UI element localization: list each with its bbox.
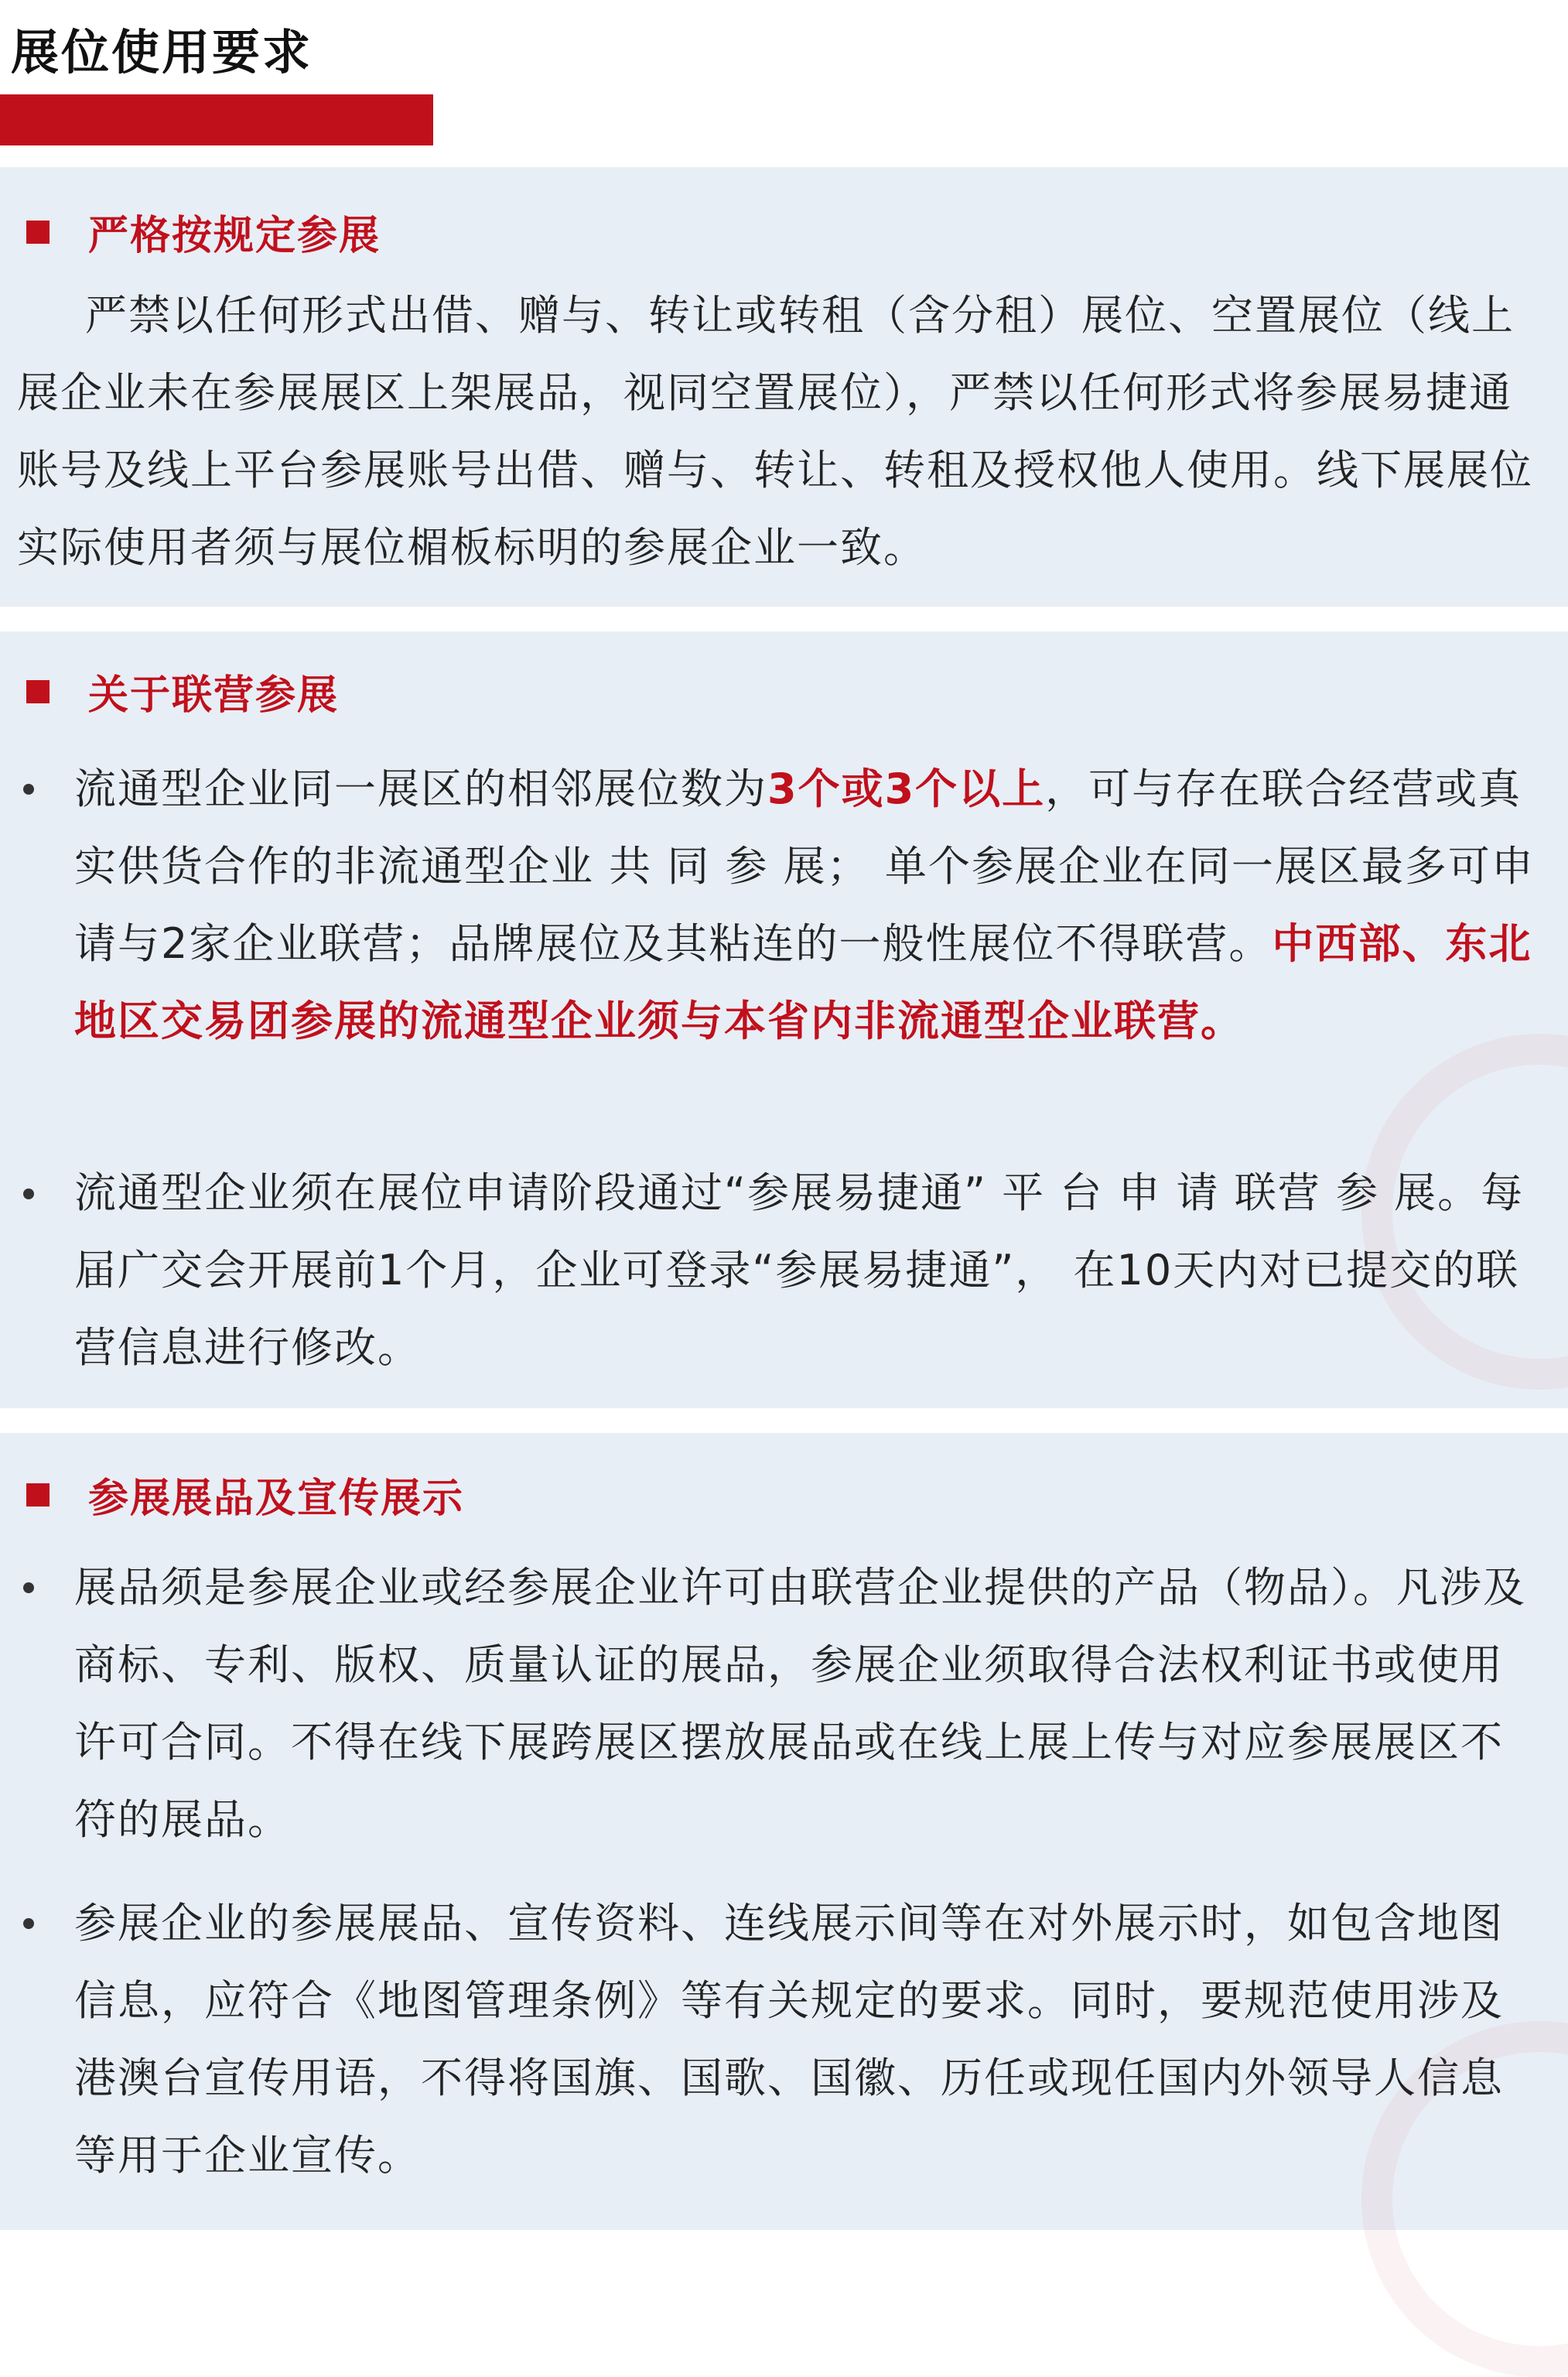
bullet-text-part: 流通型企业同一展区的相邻展位数为 <box>74 764 767 813</box>
section-heading-label: 参展展品及宣传展示 <box>88 1476 465 1522</box>
page-title: 展位使用要求 <box>11 24 313 80</box>
bullet-dot-icon <box>23 1582 34 1593</box>
section-paragraph: 严禁以任何形式出借、赠与、转让或转租（含分租）展位、空置展位（线上展企业未在参展展区上架展品，视同空置展位），严禁以任何形式将参展易捷通账号及线上平台参展账号出借、赠与、转让、转租及授权他人使用。线下展展位实际使用者须与展位楣板标明的参展企业一致。 <box>17 291 1533 572</box>
square-bullet-icon <box>26 221 50 244</box>
highlight-text: 3个或3个以上 <box>767 764 1046 813</box>
section-strict-rules <box>0 167 1568 607</box>
square-bullet-icon <box>26 680 50 703</box>
bullet-text <box>74 751 1544 1060</box>
bullet-dot-icon <box>23 1188 34 1199</box>
bullet-text-part: ，可与存在联合经营或真实供货合作的非流通型企业 共 同 参 展； 单个参展企业在同一展区最多可申请与2家企业联营；品牌展位及其粘连的一般性展位不得联营。 <box>74 764 1535 968</box>
section-heading <box>26 203 381 261</box>
title-underline-bar <box>0 94 433 145</box>
section-heading-label: 关于联营参展 <box>88 672 340 719</box>
bullet-text: 展品须是参展企业或经参展企业许可由联营企业提供的产品（物品）。凡涉及商标、专利、版权、质量认证的展品，参展企业须取得合法权利证书或使用许可合同。不得在线下展跨展区摆放展品或在线上展上传与对应参展展区不符的展品。 <box>74 1563 1526 1844</box>
bullet-text: 流通型企业须在展位申请阶段通过“参展易捷通” 平 台 申 请 联营 参 展。每届广交会开展前1个月，企业可登录“参展易捷通”， 在10天内对已提交的联营信息进行修改。 <box>74 1168 1525 1372</box>
square-bullet-icon <box>26 1483 50 1507</box>
bullet-dot-icon <box>23 1918 34 1929</box>
highlight-text: 中西部、东北地区交易团参展的流通型企业须与本省内非流通型企业联营。 <box>74 919 1532 1045</box>
section-joint-exhibit <box>0 631 1568 1408</box>
section-heading <box>26 662 339 720</box>
bullet-dot-icon <box>23 784 34 795</box>
bullet-text: 参展企业的参展展品、宣传资料、连线展示间等在对外展示时，如包含地图信息，应符合《地图管理条例》等有关规定的要求。同时，要规范使用涉及港澳台宣传用语，不得将国旗、国歌、国徽、历任或现任国内外领导人信息等用于企业宣传。 <box>74 1899 1504 2180</box>
section-exhibits-promotion <box>0 1433 1568 2230</box>
section-heading-label: 严格按规定参展 <box>88 213 381 259</box>
section-heading <box>26 1466 464 1524</box>
